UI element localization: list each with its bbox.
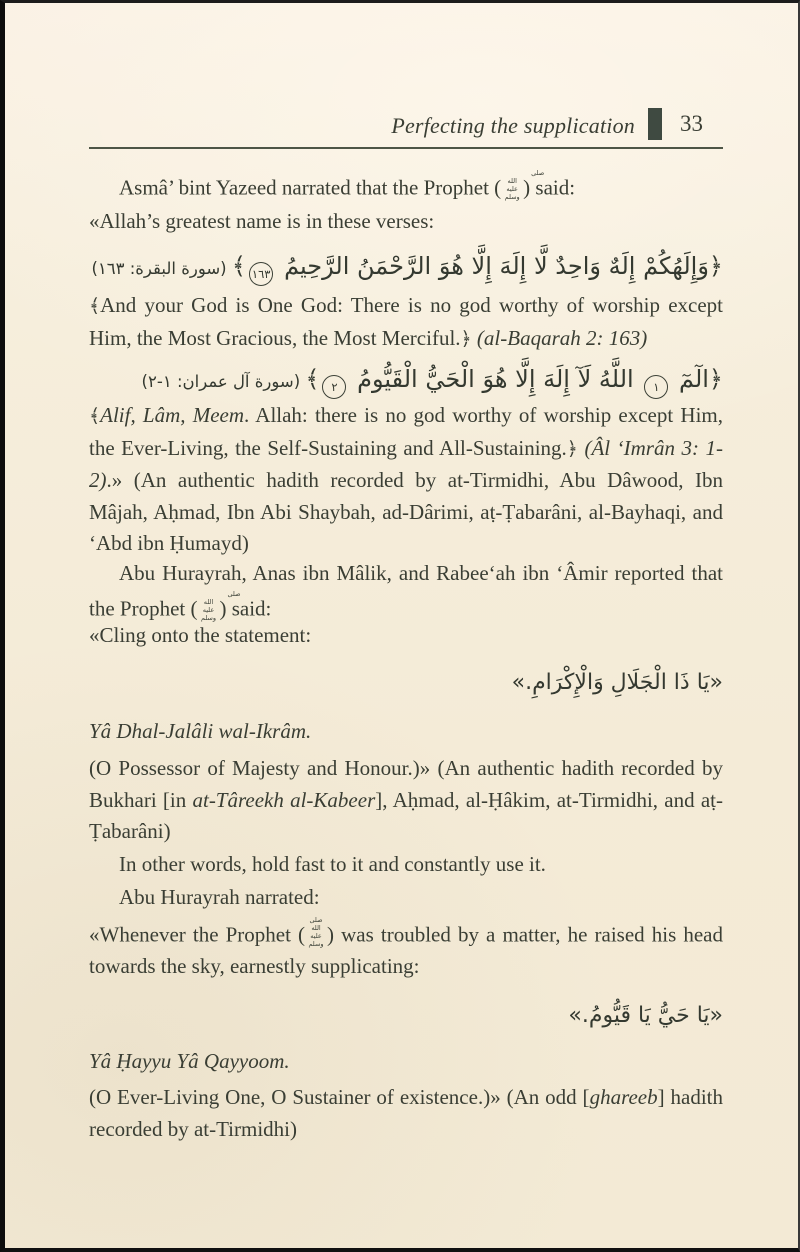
running-header-title: Perfecting the supplication — [391, 113, 635, 138]
text-segment: «Cling onto the statement: — [89, 623, 312, 647]
narrator-abu-hurayrah — [89, 882, 723, 914]
translation-imran-and-sources — [89, 400, 723, 560]
text-segment: Asmâ’ bint Yazeed narrated that the Prophet ( — [119, 175, 502, 200]
header-decorative-bar — [648, 108, 662, 140]
text-segment: «Allah’s greatest name is in these verses: — [89, 209, 435, 233]
prophet-salutation-icon: صلى الله عليه وسلم — [308, 916, 324, 949]
text-segment: at-Târeekh al-Kabeer — [192, 787, 376, 812]
translation-baqarah — [89, 290, 723, 355]
ayah-number-ornament: ١ — [644, 375, 668, 399]
text-segment: ﴿الٓمٓ — [671, 365, 723, 393]
verse-bracket-ornament: ﴿ — [460, 327, 472, 350]
text-segment: . Allah: there is no god worthy of worship except Him, the Ever-Living, the Self-Sustaining and All-Sustaining. — [89, 403, 723, 460]
translit-ya-dhal-jalali — [89, 719, 723, 744]
note-hold-fast — [89, 849, 723, 881]
text-segment: ﴾ — [305, 365, 320, 393]
quran-verse-imran — [89, 356, 723, 405]
text-segment: ﴾ — [231, 252, 246, 280]
text-segment: ] hadith recorded by at-Tirmidhi) — [89, 1085, 723, 1141]
text-segment: (al-Baqarah 2: 163) — [476, 325, 648, 350]
text-segment: ) was troubled by a matter, he raised his head towards the sky, earnestly supplicating: — [89, 922, 723, 978]
narrators-abu-hurayrah-anas — [89, 558, 723, 624]
verse-bracket-ornament: ﴾ — [89, 295, 101, 317]
header-rule — [89, 147, 723, 149]
text-segment: ﴿وَإِلَهُكُمْ إِلَهٌ وَاحِدٌ لَّا إِلَهَ إِلَّا هُوَ الرَّحْمَنُ الرَّحِيمُ — [276, 252, 723, 280]
translation-ever-living — [89, 1082, 723, 1145]
text-segment: ], Aḥmad, al-Ḥâkim, at-Tirmidhi, and aṭ-Ṭabarâni) — [89, 787, 723, 843]
text-segment: Yâ Ḥayyu Yâ Qayyoom. — [89, 1049, 290, 1073]
verse-bracket-ornament: ﴿ — [566, 437, 578, 460]
surah-reference: (سورة البقرة: ١٦٣) — [91, 259, 232, 278]
text-segment: (O Ever-Living One, O Sustainer of existence.)» (An odd [ — [89, 1085, 590, 1109]
quran-verse-baqarah — [89, 243, 723, 292]
surah-reference: (سورة آل عمران: ١-٢) — [141, 372, 306, 391]
text-segment: (Âl ‘Imrân 3: 1-2) — [89, 435, 724, 492]
translit-ya-hayyu — [89, 1049, 723, 1074]
arabic-ya-hayyu — [89, 996, 723, 1036]
text-segment: ) said: — [523, 175, 576, 200]
text-segment: And your God is One God: There is no god worthy of worship except Him, the Most Gracious, the Most Merciful. — [89, 293, 723, 350]
quote-greatest-name — [89, 206, 723, 238]
text-segment: Abu Hurayrah narrated: — [119, 885, 320, 909]
text-segment: (O Possessor of Majesty and Honour.)» (An authentic hadith recorded by Bukhari [in — [89, 756, 723, 812]
verse-bracket-ornament: ﴾ — [89, 405, 101, 427]
text-segment: ) said: — [219, 595, 272, 620]
ayah-number-ornament: ٢ — [322, 375, 346, 399]
narrator-asma — [89, 169, 723, 204]
text-segment: Yâ Dhal-Jalâli wal-Ikrâm. — [89, 719, 312, 743]
ayah-number-ornament: ١٦٣ — [249, 262, 274, 286]
text-segment: Abu Hurayrah, Anas ibn Mâlik, and Rabee‘ah ibn ‘Âmir reported that the Prophet ( — [89, 561, 723, 620]
text-segment: .» (An authentic hadith recorded by at-Tirmidhi, Abu Dâwood, Ibn Mâjah, Aḥmad, Ibn Abi Shaybah, ad-Dârimi, aṭ-Ṭabarâni, al-Bayhaqi, and ‘Abd ibn Ḥumayd) — [89, 468, 723, 555]
quote-whenever-troubled — [89, 916, 723, 982]
text-segment: Alif, Lâm, Meem — [100, 403, 244, 427]
text-segment: اللَّهُ لَآ إِلَهَ إِلَّا هُوَ الْحَيُّ الْقَيُّومُ — [349, 365, 642, 393]
quote-cling — [89, 620, 723, 652]
text-segment: «Whenever the Prophet ( — [89, 922, 306, 947]
translation-possessor-majesty — [89, 753, 723, 848]
page-number: 33 — [680, 111, 703, 136]
text-segment: «يَا ذَا الْجَلَالِ وَالْإِكْرَامِ.» — [511, 670, 723, 695]
text-segment: In other words, hold fast to it and constantly use it. — [119, 852, 546, 876]
text-segment: «يَا حَيُّ يَا قَيُّومُ.» — [568, 1003, 723, 1028]
arabic-ya-dhal-jalali — [89, 663, 723, 703]
text-segment: ghareeb — [589, 1085, 658, 1109]
prophet-salutation-icon: صلى الله عليه وسلم — [504, 169, 545, 202]
prophet-salutation-icon: صلى الله عليه وسلم — [200, 589, 241, 622]
